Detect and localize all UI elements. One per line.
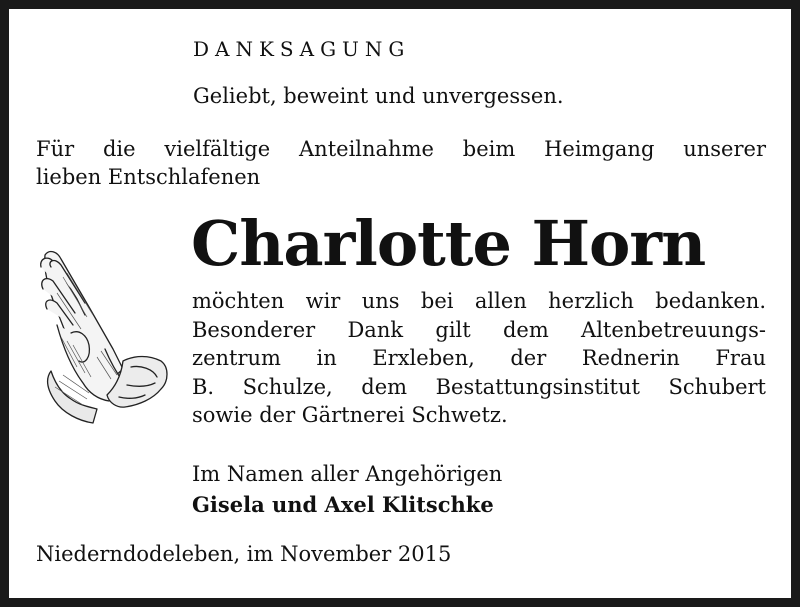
deceased-name: Charlotte Horn [191,207,706,280]
place-date: Niederndodeleben, im November 2015 [36,542,452,566]
notice-heading: DANKSAGUNG [193,37,411,61]
intro-line: Für die vielfältige Anteilnahme beim Heimgang unserer [36,137,766,161]
thanks-line: B. Schulze, dem Bestattungsinstitut Schubert [192,374,766,399]
intro-line: lieben Entschlafenen [36,165,261,189]
thanks-line: sowie der Gärtnerei Schwetz. [192,403,508,427]
thanks-line: zentrum in Erxleben, der Rednerin Frau [192,346,766,370]
intro-text [36,135,766,191]
motto: Geliebt, beweint und unvergessen. [193,84,564,108]
thanks-line: möchten wir uns bei allen herzlich bedanken. [192,289,766,313]
thanks-line: Besonderer Dank gilt dem Altenbetreuungs- [192,317,766,342]
signature-names: Gisela und Axel Klitschke [192,492,494,517]
obituary-notice [9,9,791,598]
signature-line: Im Namen aller Angehörigen [192,462,503,486]
thanks-text [192,287,766,430]
praying-hands-icon [27,237,177,429]
